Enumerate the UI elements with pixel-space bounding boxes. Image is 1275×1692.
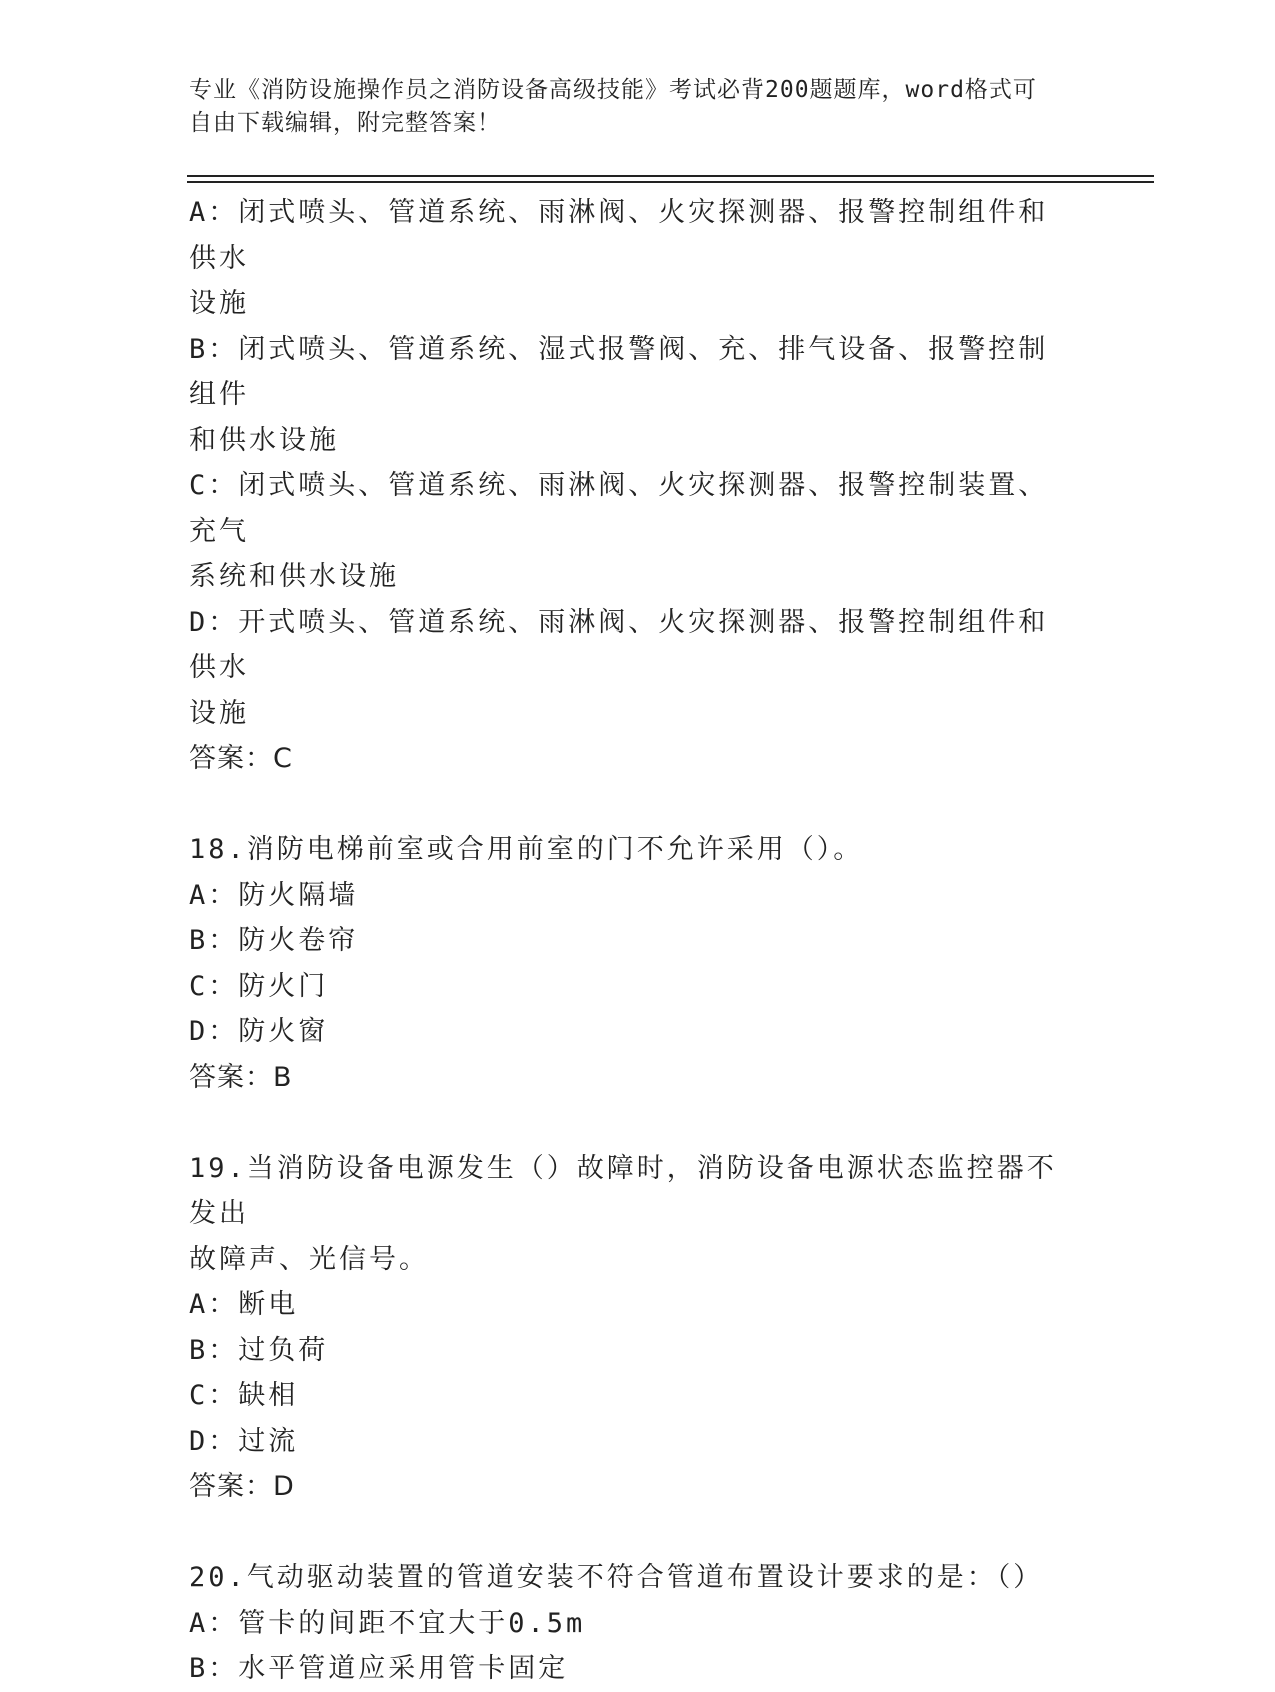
question-17-options [189,190,1069,782]
question-list [189,190,1069,1692]
option-b: B：水平管道应采用管卡固定 [189,1653,569,1684]
option-d-line-2: 设施 [189,697,249,729]
header-divider-top [187,175,1154,177]
option-a: A：管卡的间距不宜大于0.5m [189,1607,586,1639]
question-20 [189,1555,1069,1692]
answer-line: 答案：B [189,1061,293,1093]
question-18 [189,827,1069,1100]
answer-line: 答案：C [189,743,293,774]
option-c: C：缺相 [189,1380,299,1411]
option-c: C：防火门 [189,970,329,1002]
option-a: A：防火隔墙 [189,879,359,911]
question-stem-line-2: 故障声、光信号。 [189,1243,429,1275]
option-b: B：防火卷帘 [189,925,359,956]
question-stem: 18.消防电梯前室或合用前室的门不允许采用（）。 [189,834,864,865]
question-stem: 20.气动驱动装置的管道安装不符合管道布置设计要求的是：（） [189,1562,1044,1593]
spacer [189,782,1069,828]
option-b-line-1: B：闭式喷头、管道系统、湿式报警阀、充、排气设备、报警控制组件 [189,333,1049,410]
spacer [189,1100,1069,1146]
header-line-2: 自由下载编辑，附完整答案！ [189,110,501,136]
header-line-1: 专业《消防设施操作员之消防设备高级技能》考试必背200题题库，word格式可 [189,77,1037,103]
option-c-line-1: C：闭式喷头、管道系统、雨淋阀、火灾探测器、报警控制装置、充气 [189,470,1049,547]
option-b-line-2: 和供水设施 [189,424,339,456]
option-a: A：断电 [189,1289,299,1320]
question-19 [189,1146,1069,1510]
option-a-line-2: 设施 [189,288,249,319]
option-d-line-1: D：开式喷头、管道系统、雨淋阀、火灾探测器、报警控制组件和供水 [189,606,1049,683]
option-d: D：防火窗 [189,1016,329,1047]
spacer [189,1510,1069,1556]
answer-line: 答案：D [189,1471,295,1502]
header-divider-bottom [187,181,1154,183]
option-c-line-2: 系统和供水设施 [189,561,399,592]
option-b: B：过负荷 [189,1334,329,1366]
question-stem-line-1: 19.当消防设备电源发生（）故障时，消防设备电源状态监控器不发出 [189,1152,1057,1229]
option-d: D：过流 [189,1425,299,1457]
document-header [189,74,1069,140]
option-a-line-1: A：闭式喷头、管道系统、雨淋阀、火灾探测器、报警控制组件和供水 [189,197,1049,274]
